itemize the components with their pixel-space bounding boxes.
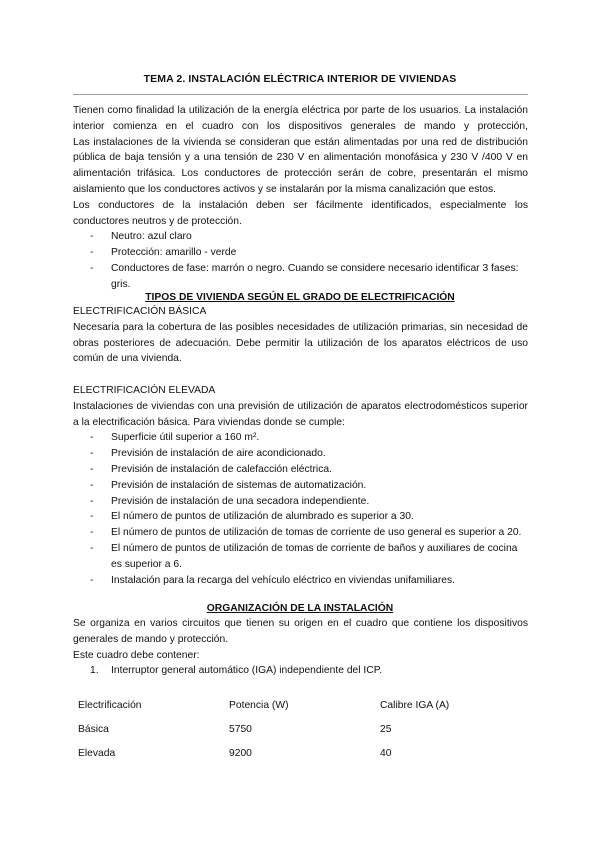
list-item: - Previsión de instalación de una secadora independiente. (73, 494, 528, 510)
basic-title: ELECTRIFICACIÓN BÁSICA (73, 306, 207, 317)
organization-text-2: Este cuadro debe contener: (73, 649, 200, 661)
list-item: - Conductores de fase: marrón o negro. Cuando se considere necesario identificar 3 fases: gris. (90, 262, 519, 290)
dash-marker: - (90, 262, 94, 274)
list-item: - Previsión de instalación de calefacción eléctrica. (73, 462, 528, 478)
elevated-electrification (73, 383, 528, 588)
dash-marker: - (90, 479, 94, 491)
table-header-cell: Electrificación (78, 700, 142, 711)
list-item: - Superficie útil superior a 160 m². (73, 430, 528, 446)
list-item: 1. Interruptor general automático (IGA) independiente del ICP. (73, 663, 528, 679)
table-header-cell: Potencia (W) (229, 700, 289, 711)
dash-marker: - (90, 463, 94, 475)
list-item: - Previsión de instalación de aire acondicionado. (73, 446, 528, 462)
list-item: - El número de puntos de utilización de alumbrado es superior a 30. (73, 509, 528, 525)
elevated-conditions-list (73, 430, 528, 588)
intro-paragraph-2: Las instalaciones de la vivienda se consideran que están alimentadas por una red de distribución pública de baja tensión y a una tensión de 230 V en alimentación monofásica y 230 V /400 V en alimentación trifásica. Los conductores de protección serán de cobre, presentarán el mismo aislamiento que los conductores activos y se instalarán por la misma canalización que estos. (73, 136, 528, 195)
elevated-title: ELECTRIFICACIÓN ELEVADA (73, 385, 216, 396)
intro-paragraph-1: Tienen como finalidad la utilización de la energía eléctrica por parte de los usuarios. La instalación interior comienza en el cuadro con los dispositivos generales de mando y protección, (73, 105, 528, 132)
elevated-text: Instalaciones de viviendas con una previsión de utilización de aparatos electrodomésticos superior a la electrificación básica. Para viviendas donde se cumple: (73, 400, 528, 428)
table-cell: 9200 (229, 748, 252, 759)
list-item: - Previsión de instalación de sistemas de automatización. (73, 478, 528, 494)
dash-marker: - (90, 448, 94, 460)
basic-electrification (73, 304, 528, 367)
list-item: - Protección: amarillo - verde (73, 245, 528, 261)
title-divider (73, 94, 528, 95)
conductor-color-list (73, 229, 528, 292)
section-heading-organization: ORGANIZACIÓN DE LA INSTALACIÓN (206, 603, 394, 614)
list-item: - El número de puntos de utilización de tomas de corriente de baños y auxiliares de cocina es superior a 6. (90, 542, 518, 570)
table-cell: 5750 (229, 724, 252, 735)
dash-marker: - (90, 542, 94, 554)
list-item: - Neutro: azul claro (73, 229, 528, 245)
dash-marker: - (90, 495, 94, 507)
document-title: TEMA 2. INSTALACIÓN ELÉCTRICA INTERIOR DE VIVIENDAS (143, 73, 457, 85)
dash-marker: - (90, 231, 94, 243)
section-heading-electrification: TIPOS DE VIVIENDA SEGÚN EL GRADO DE ELECTRIFICACIÓN (145, 292, 455, 303)
dash-marker: - (90, 247, 94, 259)
list-item: - Instalación para la recarga del vehículo eléctrico en viviendas unifamiliares. (73, 573, 528, 589)
dash-marker: - (90, 574, 94, 586)
dash-marker: - (90, 432, 94, 444)
dash-marker: - (90, 527, 94, 539)
dash-marker: - (90, 511, 94, 523)
intro-paragraph-3: Los conductores de la instalación deben ser fácilmente identificados, especialmente los conductores neutros y de protección. (73, 199, 528, 227)
panel-contents-list (73, 663, 528, 679)
basic-text: Necesaria para la cobertura de las posibles necesidades de utilización primarias, sin necesidad de obras posteriores de adecuación. Debe permitir la utilización de los aparatos eléctricos de uso común de una vivienda. (73, 321, 528, 365)
organization-text: Se organiza en varios circuitos que tienen su origen en el cuadro que contiene los dispositivos generales de mando y protección. (73, 618, 528, 645)
table-cell: 25 (380, 724, 392, 735)
item-number: 1. (90, 665, 99, 677)
organization-section (73, 616, 528, 679)
table-header-cell: Calibre IGA (A) (380, 700, 450, 711)
table-cell: Elevada (78, 748, 116, 759)
table-cell: Básica (78, 724, 109, 735)
list-item: - El número de puntos de utilización de tomas de corriente de uso general es superior a 20. (73, 525, 528, 541)
intro-section (73, 103, 528, 293)
table-cell: 40 (380, 748, 392, 759)
